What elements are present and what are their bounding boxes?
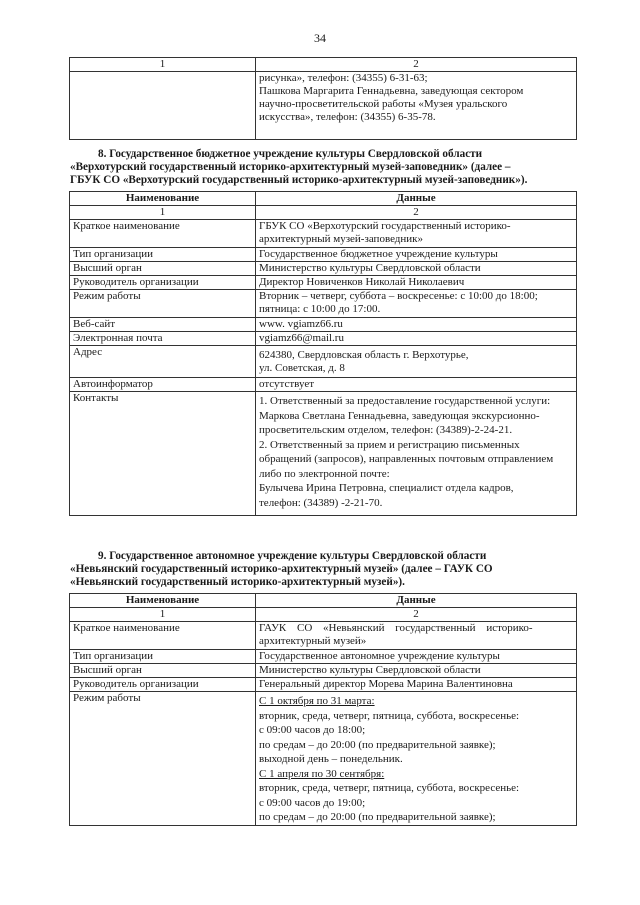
row-label-short-name: Краткое наименование: [70, 220, 256, 248]
row-value-top-body: Министерство культуры Свердловской области: [256, 664, 577, 678]
column-number-2: 2: [256, 608, 577, 622]
header-data: Данные: [256, 594, 577, 608]
row-value-contacts: [256, 392, 577, 516]
row-label-hours: Режим работы: [70, 290, 256, 318]
column-number-2: 2: [256, 206, 577, 220]
row-value-website: www. vgiamz66.ru: [256, 318, 577, 332]
row-label-contacts: Контакты: [70, 392, 256, 516]
heading-line: ГБУК СО «Верхотурский государственный историко-архитектурный музей-заповедник»).: [70, 174, 528, 186]
row-label-top-body: Высший орган: [70, 262, 256, 276]
text-line: ГАУК СО «Невьянский государственный историко-: [259, 622, 533, 634]
section-8-heading: [70, 148, 576, 187]
text-line: 2. Ответственный за прием и регистрацию письменных: [259, 438, 520, 451]
header-name: Наименование: [70, 192, 256, 206]
text-line: Маркова Светлана Геннадьевна, заведующая экскурсионно-: [259, 409, 540, 422]
period-heading: С 1 октября по 31 марта:: [259, 695, 375, 707]
row-value-top-body: Министерство культуры Свердловской области: [256, 262, 577, 276]
text-line: рисунка», телефон: (34355) 6-31-63;: [259, 72, 428, 84]
row-value-short-name: [256, 220, 577, 248]
row-label-address: Адрес: [70, 346, 256, 378]
row-label-website: Веб-сайт: [70, 318, 256, 332]
column-number-1: 1: [70, 58, 256, 72]
text-line: с 09:00 часов до 18:00;: [259, 724, 366, 736]
section-9-heading: [70, 550, 576, 589]
empty-label-cell: [70, 72, 256, 140]
heading-line: «Невьянский государственный историко-архитектурный музей» (далее – ГАУК СО: [70, 563, 493, 575]
text-line: по средам – до 20:00 (по предварительной заявке);: [259, 811, 496, 823]
row-value-hours: [256, 290, 577, 318]
section-8-table: [69, 191, 577, 516]
row-value-head: Директор Новиченков Николай Николаевич: [256, 276, 577, 290]
header-name: Наименование: [70, 594, 256, 608]
text-line: архитектурный музей»: [259, 635, 367, 647]
row-label-short-name: Краткое наименование: [70, 622, 256, 650]
text-line: архитектурный музей-заповедник»: [259, 233, 424, 245]
row-value-short-name: [256, 622, 577, 650]
text-line: с 09:00 часов до 19:00;: [259, 796, 366, 809]
row-value-head: Генеральный директор Морева Марина Валентиновна: [256, 678, 577, 692]
row-value-hours: [256, 692, 577, 826]
row-label-head: Руководитель организации: [70, 276, 256, 290]
heading-line: «Верхотурский государственный историко-архитектурный музей-заповедник» (далее –: [70, 161, 511, 173]
text-line: искусства», телефон: (34355) 6-35-78.: [259, 111, 436, 123]
heading-line: 8. Государственное бюджетное учреждение культуры Свердловской области: [98, 148, 483, 160]
row-value-address: [256, 346, 577, 378]
column-number-2: 2: [256, 58, 577, 72]
text-line: обращений (запросов), направленных почтовым отправлением: [259, 453, 554, 465]
text-line: научно-просветительской работы «Музея уральского: [259, 98, 508, 110]
text-line: телефон: (34389) -2-21-70.: [259, 496, 383, 509]
text-line: ул. Советская, д. 8: [259, 362, 345, 374]
row-label-autoinformer: Автоинформатор: [70, 378, 256, 392]
text-line: Пашкова Маргарита Геннадьевна, заведующая сектором: [259, 85, 524, 97]
text-line: 624380, Свердловская область г. Верхотурье,: [259, 349, 469, 361]
row-label-head: Руководитель организации: [70, 678, 256, 692]
heading-line: 9. Государственное автономное учреждение культуры Свердловской области: [98, 550, 487, 562]
text-line: выходной день – понедельник.: [259, 753, 403, 765]
text-line: 1. Ответственный за предоставление государственной услуги:: [259, 395, 551, 407]
continuation-contacts: [256, 72, 577, 140]
heading-line: «Невьянский государственный историко-архитектурный музей»).: [70, 576, 405, 588]
row-value-org-type: Государственное бюджетное учреждение культуры: [256, 248, 577, 262]
row-label-org-type: Тип организации: [70, 650, 256, 664]
row-value-autoinformer: отсутствует: [256, 378, 577, 392]
text-line: вторник, среда, четверг, пятница, суббота, воскресенье:: [259, 709, 520, 722]
text-line: вторник, среда, четверг, пятница, суббота, воскресенье:: [259, 782, 520, 794]
text-line: по средам – до 20:00 (по предварительной заявке);: [259, 738, 496, 751]
text-line: просветительским отделом, телефон: (34389)-2-24-21.: [259, 424, 513, 436]
column-number-1: 1: [70, 206, 256, 220]
row-value-org-type: Государственное автономное учреждение культуры: [256, 650, 577, 664]
row-value-email: vgiamz66@mail.ru: [256, 332, 577, 346]
period-heading: С 1 апреля по 30 сентября:: [259, 767, 385, 780]
row-label-hours: Режим работы: [70, 692, 256, 826]
row-label-top-body: Высший орган: [70, 664, 256, 678]
column-number-1: 1: [70, 608, 256, 622]
text-line: либо по электронной почте:: [259, 467, 390, 480]
section-9-table: [69, 593, 577, 826]
text-line: Вторник – четверг, суббота – воскресенье: с 10:00 до 18:00;: [259, 290, 538, 302]
continuation-table: [69, 57, 577, 140]
row-label-email: Электронная почта: [70, 332, 256, 346]
text-line: Булычева Ирина Петровна, специалист отдела кадров,: [259, 482, 514, 494]
page-number: 34: [314, 31, 326, 45]
text-line: пятница: с 10:00 до 17:00.: [259, 303, 381, 315]
row-label-org-type: Тип организации: [70, 248, 256, 262]
header-data: Данные: [256, 192, 577, 206]
text-line: ГБУК СО «Верхотурский государственный историко-: [259, 220, 511, 232]
